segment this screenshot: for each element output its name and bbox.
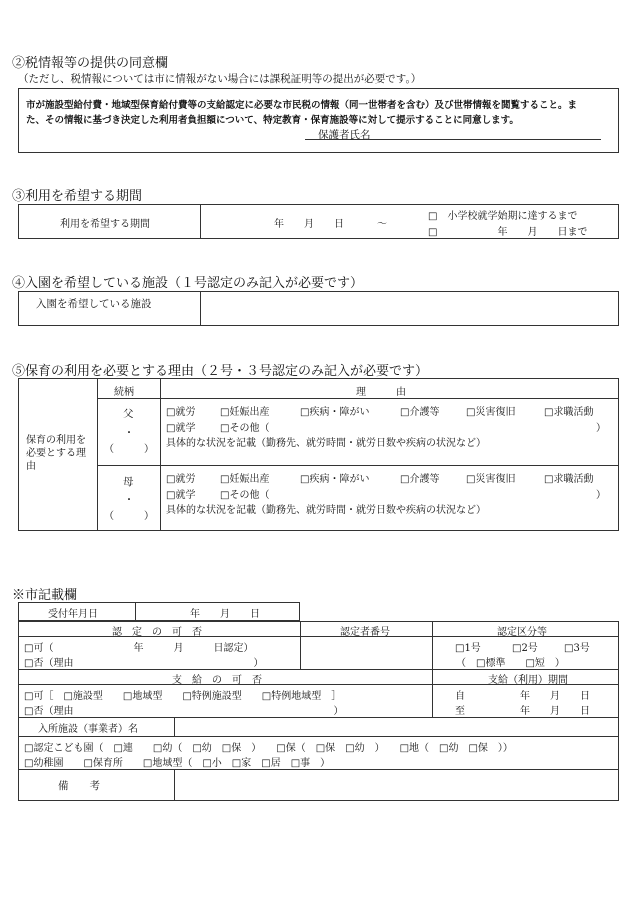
cert-header: 認 定 の 可 否 xyxy=(112,627,202,638)
father-reason-study[interactable]: □就学 xyxy=(166,423,196,434)
mother-detail-note: 具体的な状況を記載（勤務先、就労時間・就労日数や疾病の状況など） xyxy=(166,505,486,516)
mother-reason-illness[interactable]: □疾病・障がい xyxy=(300,474,370,485)
father-close-paren: ） xyxy=(596,423,606,434)
father-paren[interactable]: （ ） xyxy=(104,444,154,455)
mother-reason-other[interactable]: □その他（ xyxy=(220,490,270,501)
divider xyxy=(432,669,433,717)
father-dot: ・ xyxy=(124,428,134,439)
divider xyxy=(18,736,619,737)
mother-reason-care[interactable]: □介護等 xyxy=(400,474,440,485)
divider xyxy=(200,291,201,326)
divider xyxy=(18,669,619,670)
father-reason-pregnancy[interactable]: □妊娠出産 xyxy=(220,407,270,418)
mother-label: 母 xyxy=(123,476,134,488)
divider xyxy=(97,465,619,466)
divider xyxy=(174,717,175,736)
father-reason-jobhunt[interactable]: □求職活動 xyxy=(544,407,594,418)
received-label: 受付年月日 xyxy=(48,609,98,620)
mother-paren[interactable]: （ ） xyxy=(104,511,154,522)
father-reason-care[interactable]: □介護等 xyxy=(400,407,440,418)
section4-title: ④入園を希望している施設（１号認定のみ記入が必要です） xyxy=(12,276,364,291)
class-3[interactable]: □3号 xyxy=(564,643,590,654)
father-reason-work[interactable]: □就労 xyxy=(166,407,196,418)
period-from-value[interactable]: 年 月 日 xyxy=(520,691,590,702)
cert-ok[interactable]: □可（ 年 月 日認定） xyxy=(24,643,254,654)
divider xyxy=(174,769,175,801)
pay-period-header: 支給（利用）期間 xyxy=(488,675,568,686)
father-label: 父 xyxy=(123,408,134,420)
reason-row-label: 保育の利用を必要とする理由 xyxy=(26,435,86,472)
divider xyxy=(18,769,619,770)
col-relation: 続柄 xyxy=(114,387,134,398)
section2-note: （ただし、税情報については市に情報がない場合には課税証明等の提出が必要です。） xyxy=(18,73,422,85)
pay-no[interactable]: □否（理由 ） xyxy=(24,706,344,717)
col-reason: 理 由 xyxy=(356,387,406,398)
type-line2[interactable]: □幼稚園 □保育所 □地域型（ □小 □家 □居 □事 ） xyxy=(24,758,331,769)
pay-ok[interactable]: □可［ □施設型 □地域型 □特例施設型 □特例地域型 ］ xyxy=(24,691,342,702)
received-value[interactable]: 年 月 日 xyxy=(190,609,260,620)
pay-header: 支 給 の 可 否 xyxy=(172,675,262,686)
mother-reason-jobhunt[interactable]: □求職活動 xyxy=(544,474,594,485)
mother-reason-study[interactable]: □就学 xyxy=(166,490,196,501)
consent-line1: 市が施設型給付費・地域型保育給付費等の支給認定に必要な市民税の情報（同一世帯者を含む）及び世帯情報を閲覧すること。ま xyxy=(26,100,578,111)
section3-title: ③利用を希望する期間 xyxy=(12,189,143,204)
father-reason-other[interactable]: □その他（ xyxy=(220,423,270,434)
period-label: 利用を希望する期間 xyxy=(60,219,150,230)
divider xyxy=(160,378,161,531)
period-to-label: 至 xyxy=(455,706,465,717)
guardian-name-line[interactable] xyxy=(305,139,601,140)
facility-name-label: 入所施設（事業者）名 xyxy=(38,724,138,735)
cert-class-header: 認定区分等 xyxy=(497,627,547,638)
father-reason-disaster[interactable]: □災害復旧 xyxy=(466,407,516,418)
cert-no[interactable]: □否（理由 ） xyxy=(24,658,264,669)
cert-num-header: 認定者番号 xyxy=(340,627,390,638)
section5-title: ⑤保育の利用を必要とする理由（２号・３号認定のみ記入が必要です） xyxy=(12,364,429,379)
consent-line2: た、その情報に基づき決定した利用者負担額について、特定教育・保育施設等に対して提示することに同意します。 xyxy=(26,115,519,126)
mother-reason-work[interactable]: □就労 xyxy=(166,474,196,485)
mother-dot: ・ xyxy=(124,495,134,506)
divider xyxy=(432,621,433,669)
mother-reason-pregnancy[interactable]: □妊娠出産 xyxy=(220,474,270,485)
option-until-school[interactable]: □ 小学校就学始期に達するまで xyxy=(428,211,578,222)
class-1[interactable]: □1号 xyxy=(455,643,481,654)
remarks-label: 備 考 xyxy=(58,780,100,792)
guardian-name-label: 保護者氏名 xyxy=(318,129,371,141)
period-to-value[interactable]: 年 月 日 xyxy=(520,706,590,717)
divider xyxy=(18,717,619,718)
divider xyxy=(200,204,201,239)
office-title: ※市記載欄 xyxy=(12,588,78,603)
class-std-short[interactable]: （ □標準 □短 ） xyxy=(456,658,565,669)
section2-title: ②税情報等の提供の同意欄 xyxy=(12,56,169,71)
facility-label: 入園を希望している施設 xyxy=(36,298,152,310)
divider xyxy=(97,398,619,399)
divider xyxy=(300,621,301,669)
class-2[interactable]: □2号 xyxy=(512,643,538,654)
mother-reason-disaster[interactable]: □災害復旧 xyxy=(466,474,516,485)
father-detail-note: 具体的な状況を記載（勤務先、就労時間・就労日数や疾病の状況など） xyxy=(166,438,486,449)
divider xyxy=(135,602,136,621)
tilde: ～ xyxy=(377,219,387,230)
divider xyxy=(97,378,98,531)
period-from-label: 自 xyxy=(455,691,465,702)
period-from-date[interactable]: 年 月 日 xyxy=(274,219,344,230)
mother-close-paren: ） xyxy=(596,490,606,501)
father-reason-illness[interactable]: □疾病・障がい xyxy=(300,407,370,418)
type-line1[interactable]: □認定こども園（ □連 □幼（ □幼 □保 ） □保（ □保 □幼 ） □地（ □幼 □保 ）） xyxy=(24,743,513,754)
option-until-date[interactable]: □ 年 月 日まで xyxy=(428,227,588,238)
